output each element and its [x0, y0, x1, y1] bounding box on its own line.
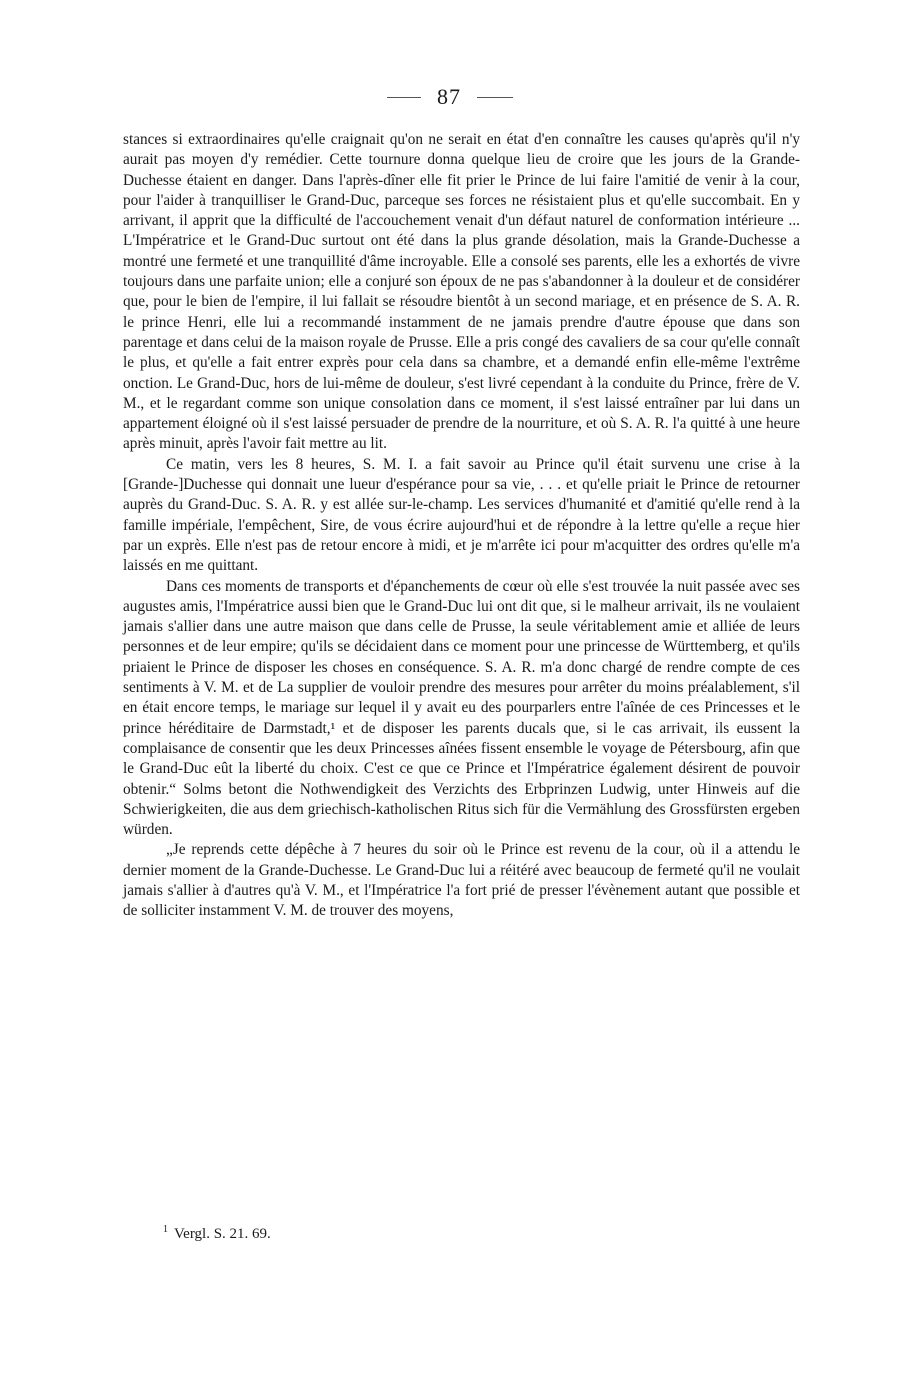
- header-rule-left: [387, 97, 421, 98]
- footnote-text: Vergl. S. 21. 69.: [174, 1226, 271, 1242]
- body-text: [123, 130, 800, 922]
- paragraph-4: „Je reprends cette dépêche à 7 heures du soir où le Prince est revenu de la cour, où il a attendu le dernier moment de la Grande-Duchesse. Le Grand-Duc lui a réitéré avec beaucoup de fermeté qu'il ne voulait jamais s'allier à d'autres qu'à V. M., et l'Impératrice l'a fort prié de presser l'évènement autant que possible et de solliciter instamment V. M. de trouver des moyens,: [123, 841, 800, 920]
- page-number: 87: [437, 84, 461, 109]
- paragraph-1: stances si extraordinaires qu'elle craignait qu'on ne serait en état d'en connaître les causes qu'après qu'il n'y aurait pas moyen d'y remédier. Cette tournure donna quelque lieu de croire que les jours de la Grande-Duchesse étaient en danger. Dans l'après-dîner elle fit prier le Prince de lui faire l'amitié de venir à la cour, pour l'aider à tranquilliser le Grand-Duc, parceque ses forces ne résistaient plus et qu'elle succombait. En y arrivant, il apprit que la difficulté de l'accouchement venait d'un défaut naturel de conformation intérieure ... L'Impératrice et le Grand-Duc surtout ont été dans la plus grande désolation, mais la Grande-Duchesse a montré une fermeté et une tranquillité d'âme incroyable. Elle a consolé ses parents, elle les a exhortés de vivre toujours dans une parfaite union; elle a conjuré son époux de ne pas s'abandonner à la douleur et de considérer que, pour le bien de l'empire, il lui fallait se résoudre bientôt à un second mariage, et en présence de S. A. R. le prince Henri, elle lui a recommandé instamment de ne jamais prendre d'autre épouse que dans son parentage et dans celui de la maison royale de Prusse. Elle a pris congé des cavaliers de sa cour qu'elle connaît le plus, et qu'elle a fait entrer exprès pour cela dans sa chambre, et a demandé enfin elle-même l'extrême onction. Le Grand-Duc, hors de lui-même de douleur, s'est livré cependant à la conduite du Prince, frère de V. M., et le regardant comme son unique consolation dans ce moment, il s'est laissé entraîner par lui dans un appartement éloigné où il s'est laissé persuader de prendre de la nourriture, et où S. A. R. l'a quitté à une heure après minuit, après l'avoir fait mettre au lit.: [123, 131, 800, 453]
- paragraph-2: Ce matin, vers les 8 heures, S. M. I. a fait savoir au Prince qu'il était survenu une crise à la [Grande-]Duchesse qui donnait une lueur d'espérance pour sa vie, . . . et qu'elle priait le Prince de retourner auprès du Grand-Duc. S. A. R. y est allée sur-le-champ. Les services d'humanité et d'amitié qu'elle rend à la famille impériale, l'empêchent, Sire, de vous écrire aujourd'hui et de répondre à la lettre qu'elle a reçue hier par un exprès. Elle n'est pas de retour encore à midi, et je m'arrête ici pour m'acquitter des ordres qu'elle m'a laissés en me quittant.: [123, 455, 800, 575]
- paragraph-3: Dans ces moments de transports et d'épanchements de cœur où elle s'est trouvée la nuit passée avec ses augustes amis, l'Impératrice aussi bien que le Grand-Duc lui ont dit que, si le malheur arrivait, ils ne voulaient jamais s'allier dans une autre maison que dans celle de Prusse, la seule véritablement amie et alliée de leurs personnes et de leur empire; qu'ils se décidaient dans ce moment pour une princesse de Württemberg, et qu'ils priaient le Prince de disposer les choses en conséquence. S. A. R. m'a donc chargé de rendre compte de ces sentiments à V. M. et de La supplier de vouloir prendre des mesures pour arrêter du moins préalablement, s'il en était encore temps, le mariage sur lequel il y avait eu des pourparlers entre l'aînée de ces Princesses et le prince héréditaire de Darmstadt,¹ et de disposer les parents ducals que, si le cas arrivait, ils eussent la complaisance de consentir que les deux Princesses aînées fissent ensemble le voyage de Pétersbourg, afin que le Grand-Duc eût la liberté du choix. C'est ce que ce Prince et l'Impératrice également désirent de pouvoir obtenir.“ Solms betont die Nothwendigkeit des Verzichts des Erbprinzen Ludwig, unter Hinweis auf die Schwierigkeiten, die aus dem griechisch-katholischen Ritus sich für die Vermählung des Grossfürsten ergeben würden.: [123, 577, 800, 839]
- footnote-marker: 1: [163, 1224, 168, 1235]
- footnote: [163, 1224, 271, 1243]
- header-rule-right: [477, 97, 513, 98]
- page-header: [0, 84, 900, 110]
